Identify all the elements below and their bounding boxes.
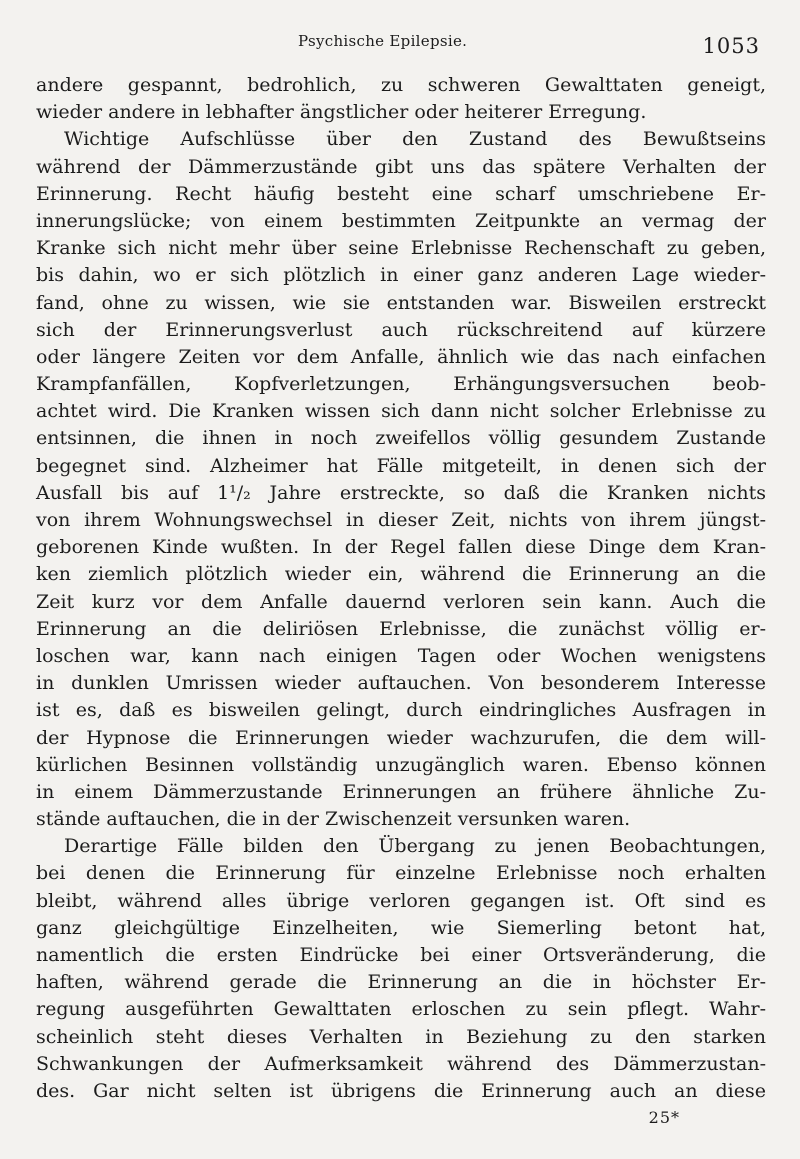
text-line: in dunklen Umrissen wieder auftauchen. Von besonderem Interesse: [36, 672, 766, 695]
text-line: begegnet sind. Alzheimer hat Fälle mitgeteilt, in denen sich der: [36, 454, 766, 477]
text-line: namentlich die ersten Eindrücke bei einer Ortsveränderung, die: [36, 944, 766, 966]
text-line: Kranke sich nicht mehr über seine Erlebnisse Rechenschaft zu geben,: [36, 237, 766, 260]
body-text: [36, 72, 766, 1105]
text-line: achtet wird. Die Kranken wissen sich dann nicht solcher Erlebnisse zu: [36, 400, 766, 423]
paragraph-first-line: Derartige Fälle bilden den Übergang zu jenen Beobachtungen,: [64, 835, 766, 858]
text-line: Erinnerung an die deliriösen Erlebnisse, die zunächst völlig er-: [36, 617, 766, 640]
running-head: Psychische Epilepsie.: [298, 32, 468, 50]
text-line: scheinlich steht dieses Verhalten in Beziehung zu den starken: [36, 1025, 766, 1048]
text-line: der Hypnose die Erinnerungen wieder wachzurufen, die dem will-: [36, 726, 766, 749]
text-line: bei denen die Erinnerung für einzelne Erlebnisse noch erhalten: [36, 862, 766, 885]
text-line: Schwankungen der Aufmerksamkeit während des Dämmerzustan-: [36, 1052, 766, 1075]
text-line: ist es, daß es bisweilen gelingt, durch eindringliches Ausfragen in: [36, 699, 766, 722]
text-line: in einem Dämmerzustande Erinnerungen an frühere ähnliche Zu-: [36, 780, 766, 803]
text-line: loschen war, kann nach einigen Tagen oder Wochen wenigstens: [36, 644, 766, 667]
text-line: von ihrem Wohnungswechsel in dieser Zeit, nichts von ihrem jüngst-: [36, 509, 766, 531]
text-line: stände auftauchen, die in der Zwischenzeit versunken waren.: [36, 808, 631, 831]
text-line: andere gespannt, bedrohlich, zu schweren Gewalttaten geneigt,: [36, 74, 766, 96]
text-line: ganz gleichgültige Einzelheiten, wie Siemerling betont hat,: [36, 916, 766, 939]
signature-mark: 25*: [648, 1108, 680, 1127]
text-line: fand, ohne zu wissen, wie sie entstanden war. Bisweilen erstreckt: [36, 291, 766, 314]
page-number: 1053: [702, 34, 760, 58]
paragraph-first-line: Wichtige Aufschlüsse über den Zustand des Bewußtseins: [64, 128, 766, 151]
text-line: regung ausgeführten Gewalttaten erloschen zu sein pflegt. Wahr-: [36, 998, 766, 1021]
text-line: sich der Erinnerungsverlust auch rückschreitend auf kürzere: [36, 318, 766, 341]
text-line: während der Dämmerzustände gibt uns das spätere Verhalten der: [36, 155, 766, 178]
text-line: bleibt, während alles übrige verloren gegangen ist. Oft sind es: [36, 889, 766, 912]
text-line: Krampfanfällen, Kopfverletzungen, Erhängungsversuchen beob-: [36, 373, 766, 396]
text-line: Erinnerung. Recht häufig besteht eine scharf umschriebene Er-: [36, 182, 766, 205]
text-line: des. Gar nicht selten ist übrigens die Erinnerung auch an diese: [36, 1079, 766, 1102]
text-line: geborenen Kinde wußten. In der Regel fallen diese Dinge dem Kran-: [36, 536, 766, 559]
text-line: wieder andere in lebhafter ängstlicher oder heiterer Erregung.: [36, 101, 647, 124]
text-line: innerungslücke; von einem bestimmten Zeitpunkte an vermag der: [36, 209, 766, 232]
text-line: ken ziemlich plötzlich wieder ein, während die Erinnerung an die: [36, 563, 766, 586]
text-line: haften, während gerade die Erinnerung an die in höchster Er-: [36, 971, 766, 994]
text-line: bis dahin, wo er sich plötzlich in einer ganz anderen Lage wieder-: [36, 264, 766, 287]
text-line: entsinnen, die ihnen in noch zweifellos völlig gesundem Zustande: [36, 427, 766, 450]
text-line: Zeit kurz vor dem Anfalle dauernd verloren sein kann. Auch die: [36, 590, 766, 613]
text-line: oder längere Zeiten vor dem Anfalle, ähnlich wie das nach einfachen: [36, 345, 766, 368]
text-line: kürlichen Besinnen vollständig unzugänglich waren. Ebenso können: [36, 753, 766, 776]
text-line: Ausfall bis auf 1¹/₂ Jahre erstreckte, so daß die Kranken nichts: [36, 481, 766, 504]
